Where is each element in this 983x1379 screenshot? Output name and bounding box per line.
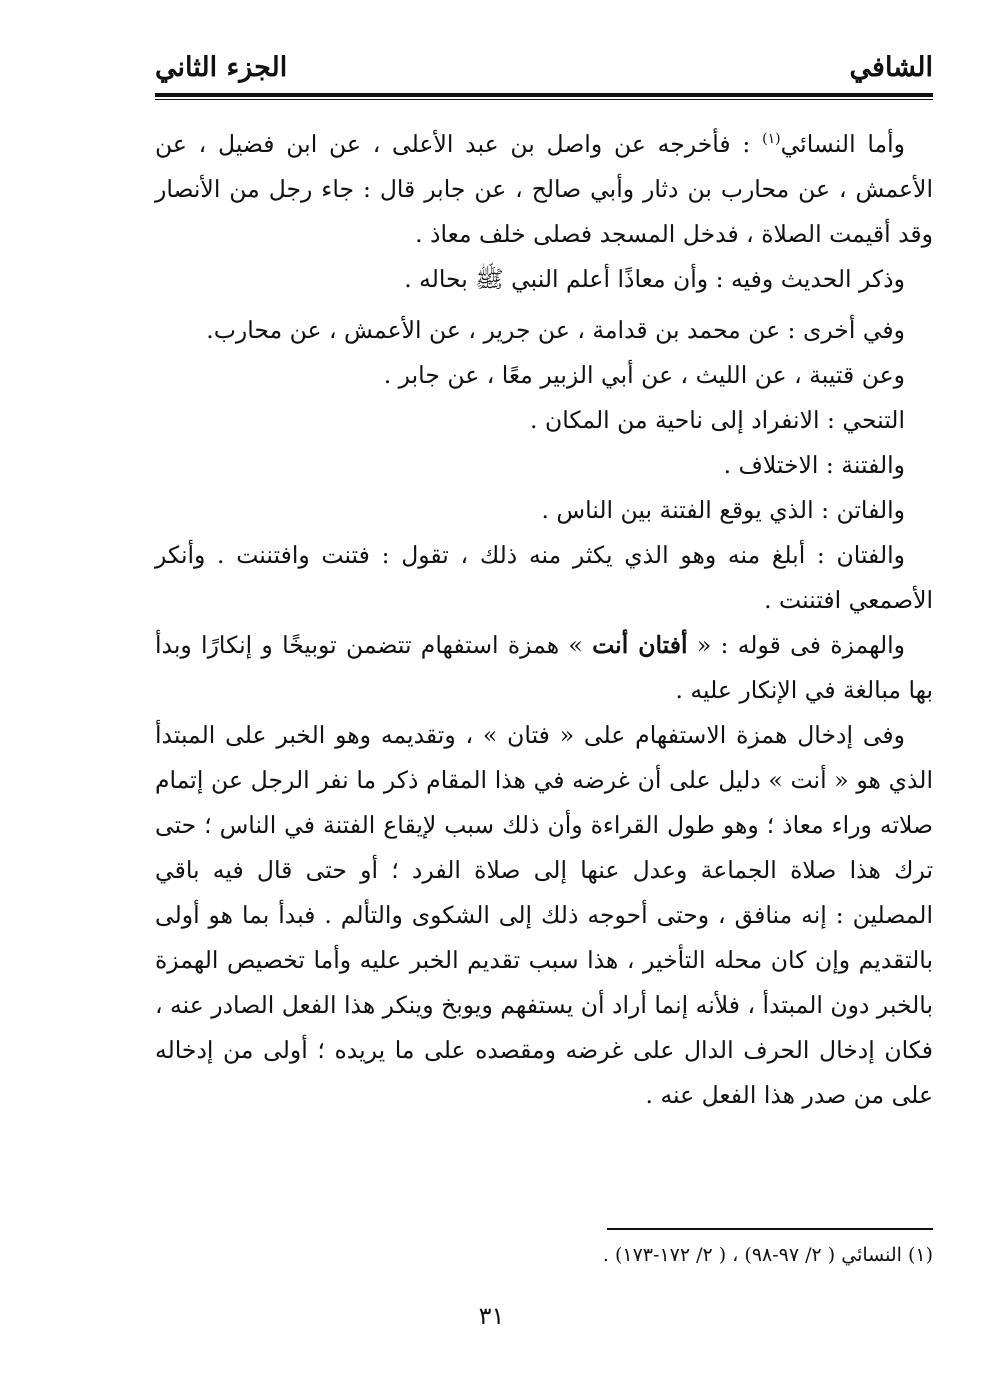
paragraph-nasai-rest: : فأخرجه عن واصل بن عبد الأعلى ، عن ابن فضيل ، عن الأعمش ، عن محارب بن دثار وأبي صالح ، عن جابر قال : جاء رجل من الأنصار وقد أقيمت الصلاة ، فدخل المسجد فصلى خلف معاذ . <box>155 130 933 248</box>
definition-fitna: والفتنة : الاختلاف . <box>723 451 905 479</box>
definition-fattan: والفتان : أبلغ منه وهو الذي يكثر منه ذلك ، تقول : فتنت وافتننت . وأنكر الأصمعي افتننت . <box>155 541 933 614</box>
paragraph-hadith: وذكر الحديث وفيه : وأن معاذًا أعلم النبي ﷺ بحاله . <box>404 265 905 293</box>
running-header <box>155 52 933 92</box>
book-title: الشافي <box>849 52 933 83</box>
footnote-marker[interactable]: (١) <box>762 131 781 148</box>
footnote-separator <box>607 1228 933 1230</box>
header-rule <box>155 93 933 97</box>
paragraph-hamza-lead: والهمزة فى قوله : « <box>687 631 905 659</box>
paragraph-nasai-lead: وأما النسائي <box>780 130 905 158</box>
part-label: الجزء الثاني <box>155 52 288 83</box>
paragraph-nasai <box>155 122 933 257</box>
definition-fatin: والفاتن : الذي يوقع الفتنة بين الناس . <box>541 496 905 524</box>
paragraph-hamza <box>155 623 933 713</box>
definition-tanahhi: التنحي : الانفراد إلى ناحية من المكان . <box>530 406 905 434</box>
page-number: ٣١ <box>478 1302 505 1330</box>
main-text <box>155 122 933 1118</box>
paragraph-hamza-rest: » همزة استفهام تتضمن توبيخًا و إنكارًا وبدأ بها مبالغة في الإنكار عليه . <box>155 631 933 704</box>
quoted-phrase: أفتان أنت <box>592 631 688 659</box>
paragraph-analysis: وفى إدخال همزة الاستفهام على « فتان » ، وتقديمه وهو الخبر على المبتدأ الذي هو « أنت » دليل على أن غرضه في هذا المقام ذكر ما نفر الرجل عن إتمام صلاته وراء معاذ ؛ وهو طول القراءة وأن ذلك سبب لإيقاع الفتنة في الناس ؛ حتى ترك هذا صلاة الجماعة وعدل عنها إلى صلاة الفرد ؛ أو حتى قال فيه باقي المصلين : إنه منافق ، وحتى أحوجه ذلك إلى الشكوى والتألم . فبدأ بما هو أولى بالتقديم وإن كان محله التأخير ، هذا سبب تقديم الخبر عليه وأما تخصيص الهمزة بالخبر دون المبتدأ ، فلأنه إنما أراد أن يستفهم ويوبخ وينكر هذا الفعل الصادر عنه ، فكان إدخال الحرف الدال على غرضه ومقصده على ما يريده ؛ أولى من إدخاله على من صدر هذا الفعل عنه . <box>155 721 933 1109</box>
header-rule-thin <box>155 99 933 100</box>
footnote: (١) النسائي ( ٢/ ٩٧-٩٨) ، ( ٢/ ١٧٢-١٧٣) . <box>602 1244 933 1266</box>
paragraph-qutaiba: وعن قتيبة ، عن الليث ، عن أبي الزبير معًا ، عن جابر . <box>383 361 905 389</box>
paragraph-other-chain: وفي أخرى : عن محمد بن قدامة ، عن جرير ، عن الأعمش ، عن محارب. <box>206 316 905 344</box>
